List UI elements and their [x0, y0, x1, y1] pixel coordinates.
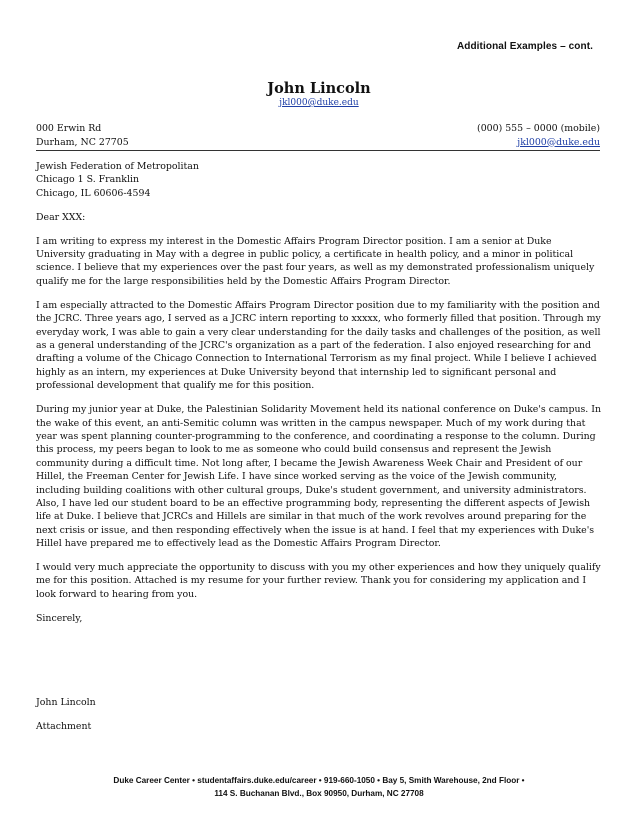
footer-line-1: Duke Career Center • studentaffairs.duke.edu/career • 919-660-1050 • Bay 5, Smith Warehouse, 2nd Floor •	[113, 776, 525, 785]
contact-row-2	[36, 136, 600, 150]
address-line-1: 000 Erwin Rd	[36, 123, 102, 134]
enclosure-note: Attachment	[36, 720, 92, 732]
closing: Sincerely,	[36, 612, 83, 624]
sender-name: John Lincoln	[267, 80, 371, 97]
paragraph: I am especially attracted to the Domestic Affairs Program Director position due to my familiarity with the position and the JCRC. Three years ago, I served as a JCRC intern reporting to xxxxx, who formerly filled that position. Through my everyday work, I was able to gain a very clear understanding for the daily tasks and challenges of the position, as well as a general understanding of the JCRC's organization as a part of the federation. I also enjoyed researching for and drafting a volume of the Chicago Connection to International Terrorism as my final project. While I believe I achieved highly as an intern, my experiences at Duke University beyond that internship led to significant personal and professional development that qualify me for this position.	[36, 299, 601, 392]
recipient-line-3: Chicago, IL 60606-4594	[36, 187, 151, 199]
paragraph: I am writing to express my interest in the Domestic Affairs Program Director position. I am a senior at Duke University graduating in May with a degree in public policy, a certificate in health policy, and a minor in political science. I believe that my experiences over the past four years, as well as my demonstrated professionalism uniquely qualify me for the large responsibilities held by the Domestic Affairs Program Director.	[36, 235, 595, 287]
contact-row-1	[36, 122, 600, 136]
phone-number: (000) 555 – 0000 (mobile)	[477, 123, 600, 134]
signature-space	[36, 636, 602, 696]
page-footer	[0, 775, 638, 800]
header-divider	[36, 150, 600, 151]
sender-email-link[interactable]: jkl000@duke.edu	[279, 98, 359, 108]
letter-body	[36, 160, 602, 744]
contact-block	[36, 122, 600, 149]
page-header-label: Additional Examples – cont.	[456, 41, 593, 52]
recipient-line-2: Chicago 1 S. Franklin	[36, 174, 139, 186]
footer-line-2: 114 S. Buchanan Blvd., Box 90950, Durham, NC 27708	[214, 788, 424, 798]
paragraph: I would very much appreciate the opportunity to discuss with you my other experiences and how they uniquely qualify me for this position. Attached is my resume for your further review. Thank you for considering my application and I look forward to hearing from you.	[36, 562, 601, 600]
recipient-line-1: Jewish Federation of Metropolitan	[36, 161, 199, 172]
signature-name: John Lincoln	[36, 696, 96, 708]
paragraph: During my junior year at Duke, the Palestinian Solidarity Movement held its national conference on Duke's campus. In the wake of this event, an anti-Semitic column was written in the campus newspaper. Much of my work during that year was spent planning counter-programming to the conference, and coordinating a response to the column. During this process, my peers began to look to me as someone who could build consensus and represent the Jewish community during a difficult time. Not long after, I became the Jewish Awareness Week Chair and President of our Hillel, the Freeman Center for Jewish Life. I have since worked serving as the voice of the Jewish community, including building coalitions with other cultural groups, Duke's student government, and university administrators. Also, I have led our student board to be an effective programming body, representing the different aspects of Jewish life at Duke. I believe that JCRCs and Hillels are similar in that much of the work revolves around preparing for the next crisis or issue, and then responding effectively when the issue is at hand. I feel that my experiences with Duke's Hillel have prepared me to effectively lead as the Domestic Affairs Program Director.	[36, 404, 602, 550]
contact-email-link[interactable]: jkl000@duke.edu	[517, 136, 600, 148]
salutation: Dear XXX:	[36, 211, 86, 223]
letterhead	[0, 80, 638, 108]
address-line-2: Durham, NC 27705	[36, 136, 129, 148]
recipient-address	[36, 160, 602, 200]
